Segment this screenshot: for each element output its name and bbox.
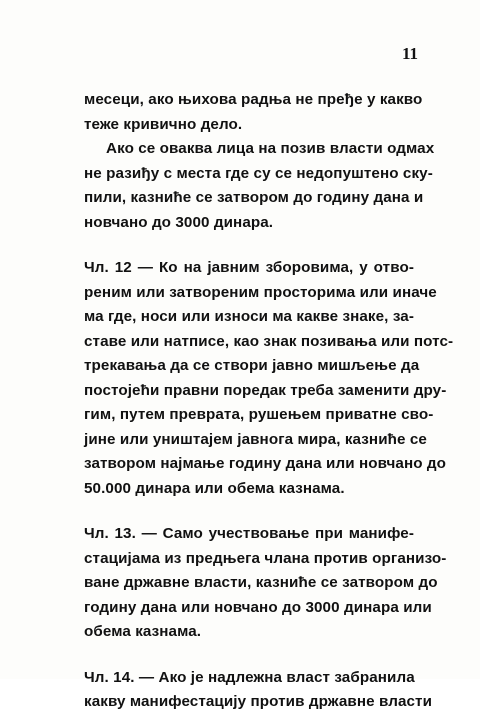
- article-text: — Ако је надлежна власт забранила: [138, 668, 415, 686]
- text-line: теже кривично дело.: [84, 115, 243, 133]
- text-line: [84, 522, 414, 547]
- text-line: не разиђу с места где су се недопуштено ску-: [84, 164, 433, 182]
- article-13: [84, 522, 447, 645]
- text-line: пили, казниће се затвором до годину дана и: [84, 189, 424, 206]
- article-label: Чл. 14.: [84, 668, 135, 686]
- text-line: реним или затвореним просторима или иначе: [84, 283, 437, 301]
- text-line: јине или уништајем јавнога мира, казниће се: [84, 430, 427, 448]
- text-line: ставе или натписе, као знак позивања или потс-: [84, 332, 454, 350]
- paragraph: [84, 137, 435, 235]
- text-line: обема казнама.: [84, 623, 202, 640]
- article-text: — Само учествовање при манифе-: [141, 525, 415, 542]
- text-line: стацијама из предњега члана против организо-: [84, 549, 447, 567]
- text-line: [84, 666, 414, 691]
- article-14: [84, 666, 433, 715]
- text-line: ма где, носи или износи ма какве знаке, за-: [84, 308, 414, 325]
- article-label: Чл. 13.: [84, 525, 136, 542]
- text-line: постојећи правни поредак треба заменити дру-: [84, 381, 447, 399]
- text-line: ване државне власти, казниће се затвором до: [84, 574, 438, 591]
- text-line: [84, 256, 414, 281]
- text-line: затвором најмање годину дана или новчано до: [84, 455, 447, 472]
- text-line: новчано до 3000 динара.: [84, 213, 274, 231]
- page-number: 11: [401, 44, 418, 63]
- page-body: [84, 88, 454, 715]
- paragraph-continuation: [84, 88, 423, 137]
- text-line: 50.000 динара или обема казнама.: [84, 479, 345, 497]
- text-line: месеци, ако њихова радња не пређе у какво: [84, 91, 423, 108]
- article-label: Чл. 12: [84, 259, 132, 276]
- article-12: [84, 256, 454, 501]
- text-line: годину дана или новчано до 3000 динара или: [84, 598, 432, 616]
- text-line: какву манифестацију против државне власти: [84, 693, 433, 710]
- text-line: гим, путем преврата, рушењем приватне сво-: [84, 406, 434, 423]
- text-line: трекавања да се створи јавно мишљење да: [84, 357, 420, 374]
- article-text: — Ко на јавним зборовима, у отво-: [137, 259, 414, 276]
- text-line: Ако се оваква лица на позив власти одмах: [106, 140, 435, 157]
